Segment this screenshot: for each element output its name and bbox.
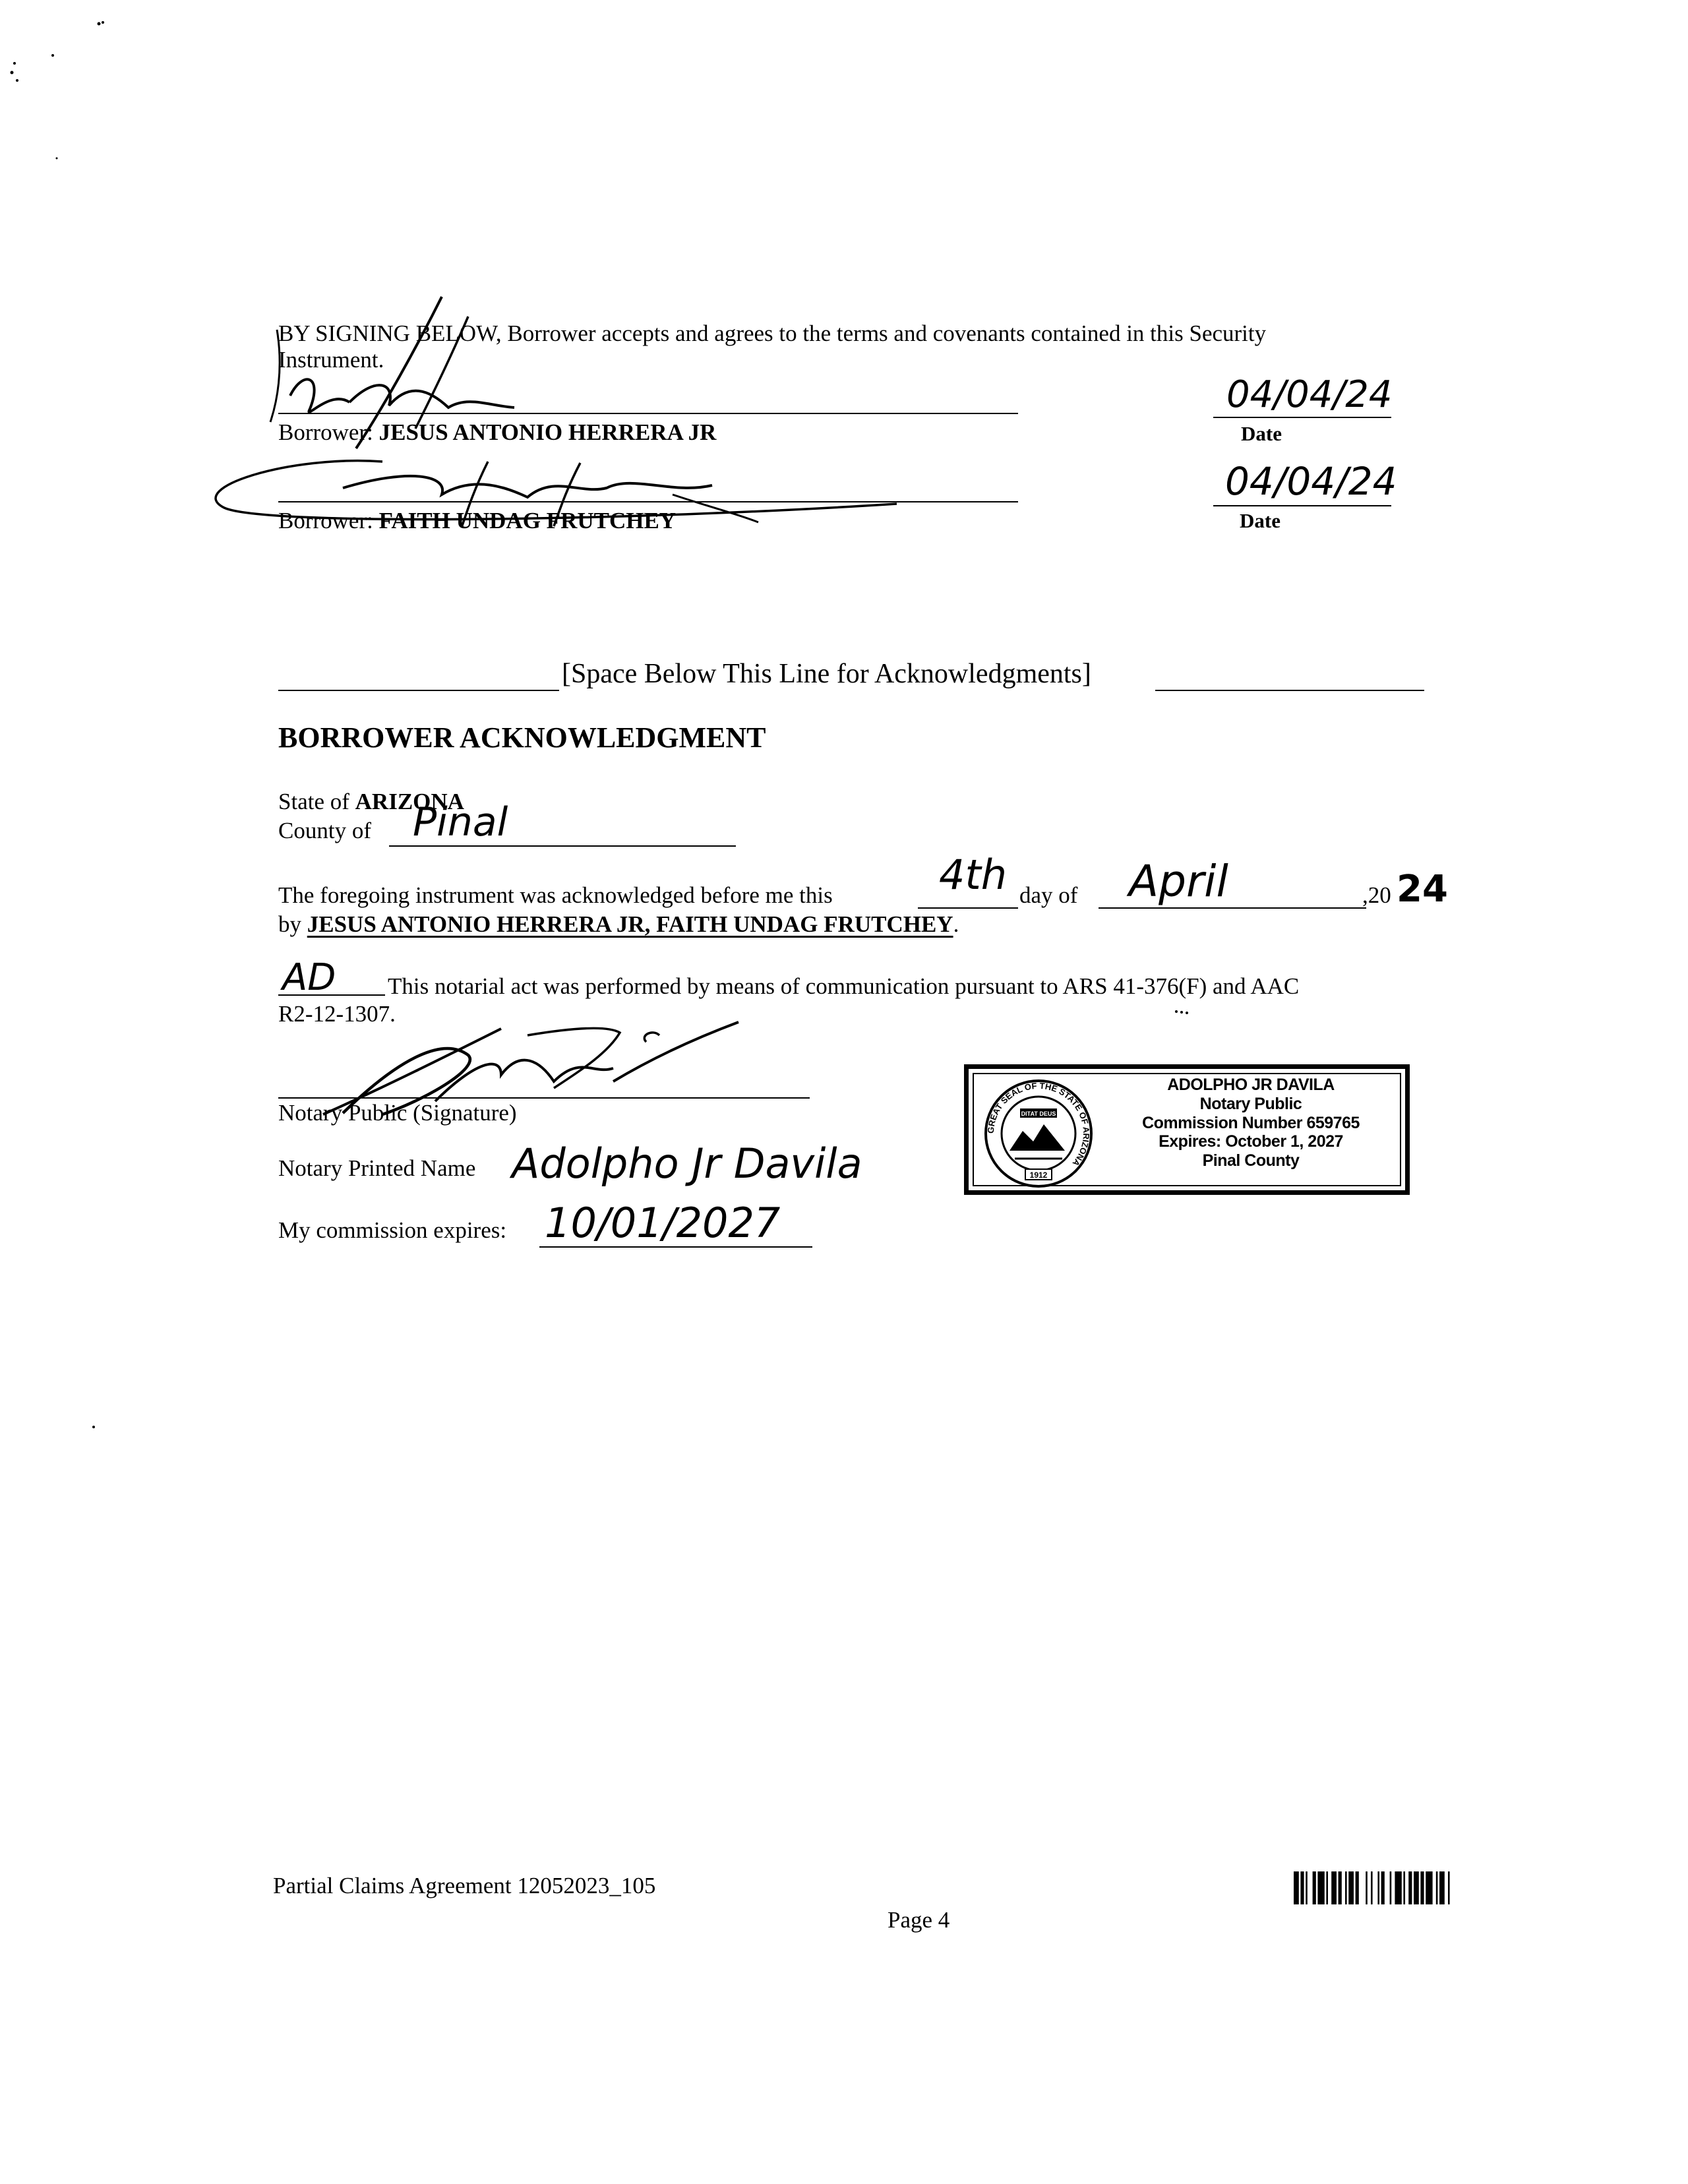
by-end: . [953, 911, 959, 937]
borrower-2-caption [278, 508, 676, 534]
stamp-title: Notary Public [1199, 1094, 1302, 1113]
year-prefix: ,20 [1362, 882, 1391, 908]
notary-signature-label: Notary Public (Signature) [278, 1100, 517, 1126]
stamp-text [1112, 1076, 1389, 1170]
by-names: JESUS ANTONIO HERRERA JR, FAITH UNDAG FRUTCHEY [307, 911, 953, 937]
margin-mark [91, 1424, 98, 1431]
stamp-dots [1174, 1009, 1200, 1016]
consent-line-2: Instrument. [278, 347, 384, 373]
county-label: County of [278, 818, 371, 843]
stamp-county: Pinal County [1202, 1151, 1300, 1170]
notary-stamp [964, 1064, 1410, 1195]
consent-text: Borrower accepts and agrees to the terms and covenants contained in this Security [507, 320, 1267, 346]
borrower-1-date-label: Date [1241, 422, 1282, 445]
acknowledgment-heading: BORROWER ACKNOWLEDGMENT [278, 721, 766, 754]
county-value: Pinal [413, 799, 508, 845]
commission-label: My commission expires: [278, 1217, 507, 1243]
svg-text:GREAT SEAL OF THE STATE OF ARI: GREAT SEAL OF THE STATE OF ARIZONA [985, 1080, 1092, 1168]
barcode-icon [1294, 1871, 1464, 1904]
borrower-2-prefix: Borrower: [278, 508, 373, 533]
borrower-1-date-value: 04/04/24 [1226, 373, 1393, 416]
state-seal-icon [983, 1078, 1094, 1189]
stamp-name: ADOLPHO JR DAVILA [1167, 1076, 1335, 1094]
state-value: ARIZONA [355, 789, 464, 814]
month-line [1099, 907, 1366, 909]
divider-line-left [278, 690, 559, 691]
divider-text: [Space Below This Line for Acknowledgments] [562, 659, 1091, 689]
county-line [389, 845, 736, 847]
ack-sentence-part1: The foregoing instrument was acknowledged before me this [278, 882, 833, 908]
borrower-1-caption [278, 419, 716, 446]
year-value: 24 [1397, 868, 1448, 911]
borrower-2-date-label: Date [1240, 509, 1281, 532]
borrower-2-date-value: 04/04/24 [1225, 459, 1397, 504]
borrower-1-prefix: Borrower: [278, 419, 373, 445]
svg-text:DITAT DEUS: DITAT DEUS [1021, 1110, 1056, 1117]
footer-doc-label: Partial Claims Agreement 12052023_105 [273, 1873, 656, 1898]
ack-sentence-part2: day of [1019, 882, 1078, 908]
consent-lead: BY SIGNING BELOW, [278, 320, 502, 346]
printed-name-label: Notary Printed Name [278, 1155, 476, 1181]
borrower-2-date-line [1213, 505, 1391, 506]
borrower-1-name: JESUS ANTONIO HERRERA JR [378, 419, 717, 445]
notary-signature-line [278, 1097, 810, 1099]
footer-page-number: Page 4 [888, 1907, 950, 1933]
printed-name-value: Adolpho Jr Davila [512, 1139, 862, 1188]
day-line [918, 907, 1018, 909]
notarial-line-2: R2-12-1307. [278, 1001, 396, 1027]
scan-marks [0, 0, 132, 171]
stamp-expires: Expires: October 1, 2027 [1159, 1132, 1343, 1151]
month-value: April [1129, 856, 1228, 907]
borrower-2-name: FAITH UNDAG FRUTCHEY [378, 508, 677, 533]
by-label: by [278, 911, 301, 937]
initials-value: AD [282, 956, 336, 999]
state-label: State of [278, 789, 349, 814]
notarial-line-1: This notarial act was performed by means of communication pursuant to ARS 41-376(F) and AAC [388, 973, 1300, 999]
stamp-commission: Commission Number 659765 [1142, 1113, 1360, 1132]
day-value: 4th [939, 851, 1008, 899]
svg-text:1912: 1912 [1029, 1170, 1048, 1180]
commission-value: 10/01/2027 [545, 1199, 781, 1247]
by-line [278, 911, 959, 938]
borrower-1-date-line [1213, 417, 1391, 418]
divider-line-right [1155, 690, 1424, 691]
